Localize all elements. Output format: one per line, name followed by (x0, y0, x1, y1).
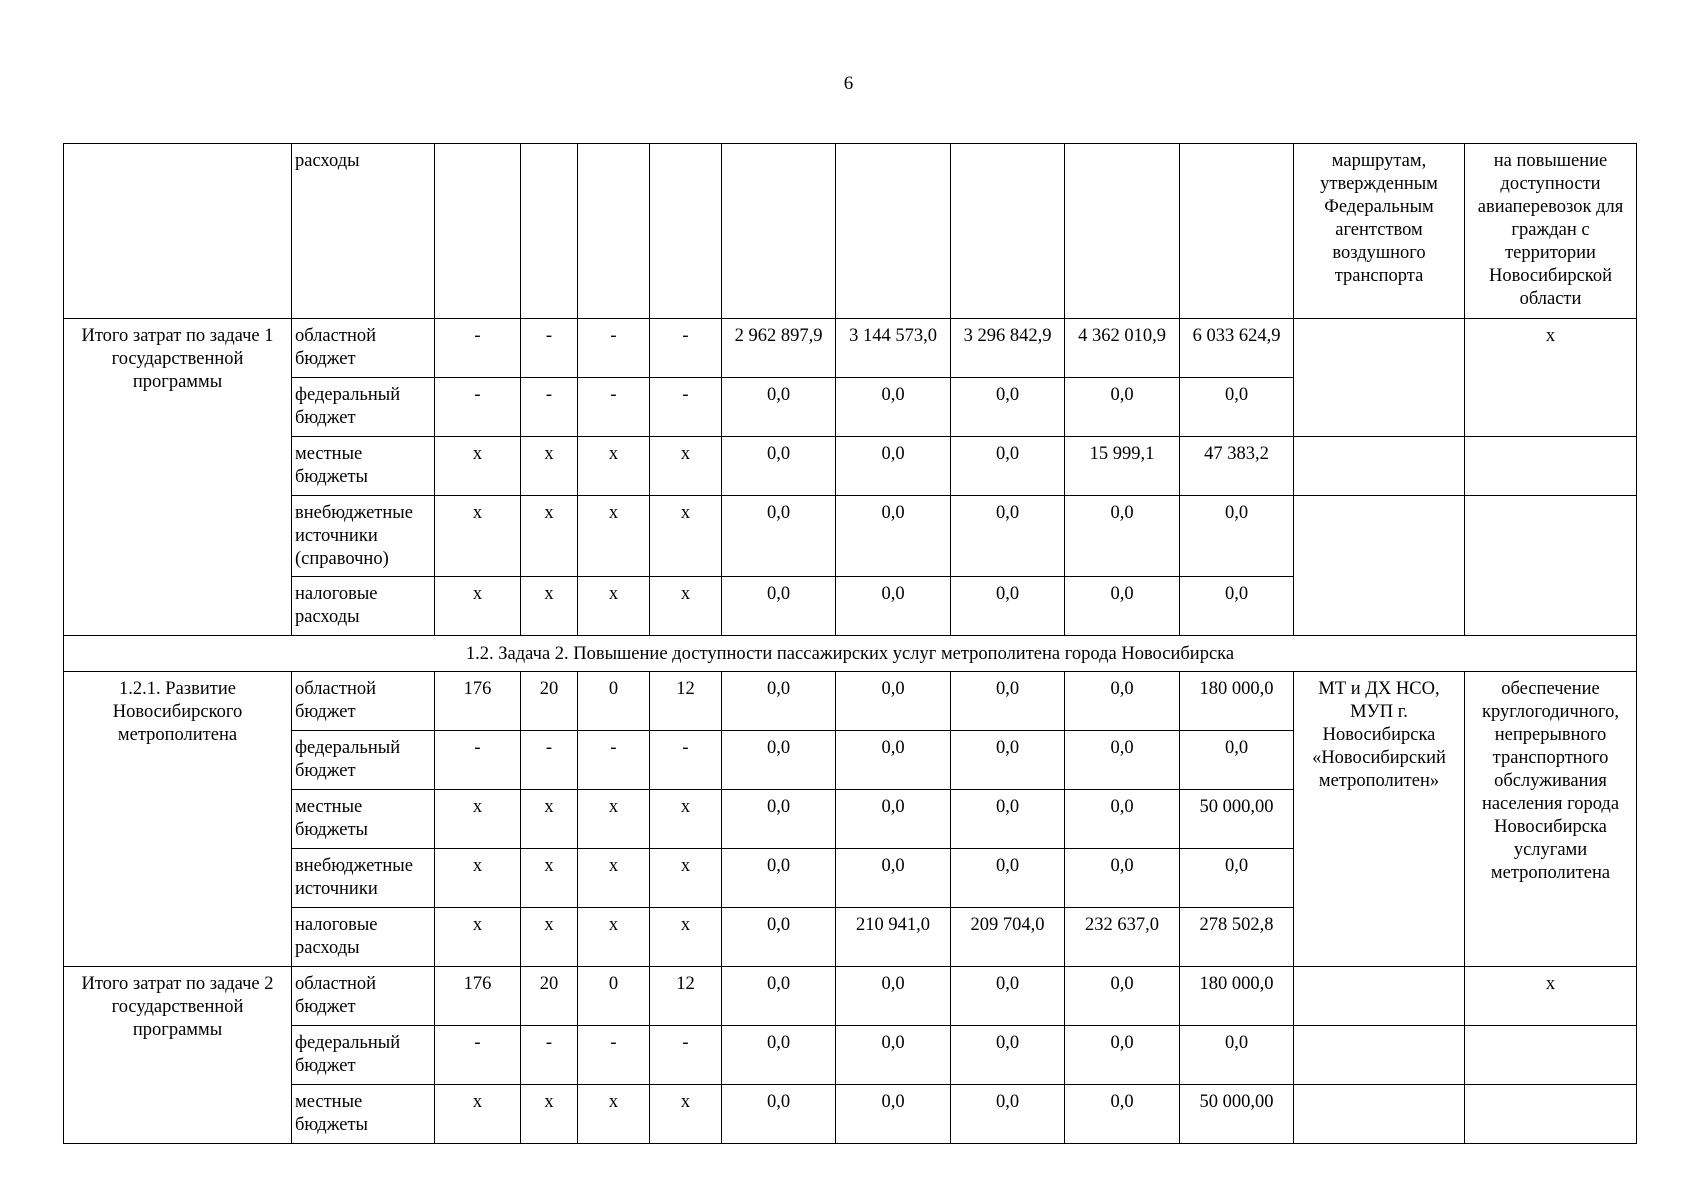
value-cell: 0,0 (722, 967, 836, 1026)
value-cell: - (578, 378, 650, 437)
value-cell: 232 637,0 (1065, 908, 1180, 967)
value-cell: х (435, 437, 521, 496)
value-cell: х (521, 496, 578, 577)
value-cell: х (650, 1085, 722, 1144)
result-cell (1465, 437, 1637, 496)
value-cell: х (521, 577, 578, 636)
value-cell: 12 (650, 967, 722, 1026)
value-cell: 0,0 (722, 437, 836, 496)
value-cell: 2 962 897,9 (722, 319, 836, 378)
value-cell: х (650, 496, 722, 577)
value-cell: - (578, 731, 650, 790)
executor-cell (1294, 1026, 1465, 1085)
value-cell: 0 (578, 672, 650, 731)
value-cell: 15 999,1 (1065, 437, 1180, 496)
result-cell: обеспечение круглогодичного, непрерывного транспортного обслуживания населения города Новосибирска услугами метрополитена (1465, 672, 1637, 967)
value-cell: 176 (435, 967, 521, 1026)
source-cell: областной бюджет (292, 672, 435, 731)
value-cell: х (650, 849, 722, 908)
value-cell: 0,0 (836, 496, 951, 577)
value-cell: 0,0 (722, 496, 836, 577)
executor-cell (1294, 496, 1465, 636)
value-cell: х (435, 908, 521, 967)
value-cell: 0,0 (836, 967, 951, 1026)
value-cell: 4 362 010,9 (1065, 319, 1180, 378)
value-cell: 0,0 (1065, 790, 1180, 849)
value-cell: х (578, 849, 650, 908)
value-cell: 0,0 (836, 1085, 951, 1144)
value-cell: 20 (521, 967, 578, 1026)
value-cell: 6 033 624,9 (1180, 319, 1294, 378)
value-cell: 0,0 (1180, 1026, 1294, 1085)
value-cell: - (435, 731, 521, 790)
value-cell: 0,0 (1065, 1085, 1180, 1144)
value-cell: х (578, 790, 650, 849)
value-cell: - (578, 1026, 650, 1085)
value-cell: 180 000,0 (1180, 672, 1294, 731)
value-cell: - (521, 319, 578, 378)
result-cell: х (1465, 319, 1637, 437)
value-cell: - (435, 1026, 521, 1085)
value-cell: - (650, 731, 722, 790)
value-cell: 0,0 (951, 1026, 1065, 1085)
value-cell: 50 000,00 (1180, 790, 1294, 849)
table-row-section (64, 636, 1637, 672)
value-cell: 0,0 (951, 790, 1065, 849)
value-cell: 0,0 (722, 1085, 836, 1144)
table-row-total2-federal (64, 1026, 1637, 1085)
source-cell: областной бюджет (292, 967, 435, 1026)
value-cell: х (435, 577, 521, 636)
result-cell (1465, 496, 1637, 636)
source-cell: федеральный бюджет (292, 378, 435, 437)
value-cell: 0,0 (722, 672, 836, 731)
value-cell: 0,0 (1180, 731, 1294, 790)
value-cell: х (435, 1085, 521, 1144)
budget-table (63, 143, 1637, 1144)
value-cell: 0,0 (1065, 378, 1180, 437)
value-cell: 0,0 (951, 1085, 1065, 1144)
value-cell: 0,0 (1065, 672, 1180, 731)
value-cell: 0,0 (836, 437, 951, 496)
value-cell: 0,0 (951, 496, 1065, 577)
value-cell: х (578, 577, 650, 636)
value-cell: 0,0 (1065, 496, 1180, 577)
result-cell (1465, 1085, 1637, 1144)
section-heading: 1.2. Задача 2. Повышение доступности пассажирских услуг метрополитена города Новосибирска (64, 636, 1637, 672)
value-cell: х (650, 577, 722, 636)
value-cell: - (521, 1026, 578, 1085)
source-cell: местные бюджеты (292, 790, 435, 849)
value-cell: х (521, 908, 578, 967)
value-cell: - (650, 1026, 722, 1085)
table-row-total2-regional (64, 967, 1637, 1026)
executor-cell: МТ и ДХ НСО, МУП г. Новосибирска «Новосибирский метрополитен» (1294, 672, 1465, 967)
table-row-total1-local (64, 437, 1637, 496)
result-cell (1465, 1026, 1637, 1085)
executor-cell (1294, 319, 1465, 437)
value-cell: 0,0 (722, 790, 836, 849)
source-cell: федеральный бюджет (292, 731, 435, 790)
page-number: 6 (843, 73, 854, 94)
value-cell: - (435, 378, 521, 437)
table-row-measure-regional (64, 672, 1637, 731)
source-cell: местные бюджеты (292, 1085, 435, 1144)
value-cell: - (521, 731, 578, 790)
result-cell: х (1465, 967, 1637, 1026)
value-cell: 3 296 842,9 (951, 319, 1065, 378)
value-cell: - (435, 319, 521, 378)
value-cell: х (435, 496, 521, 577)
value-cell: - (578, 319, 650, 378)
value-cell: 0,0 (1065, 731, 1180, 790)
value-cell: - (521, 378, 578, 437)
value-cell: х (521, 437, 578, 496)
value-cell: 0,0 (951, 577, 1065, 636)
value-cell: 0,0 (1065, 849, 1180, 908)
executor-cell (1294, 437, 1465, 496)
value-cell: 12 (650, 672, 722, 731)
name-cell (64, 144, 292, 319)
source-cell: местные бюджеты (292, 437, 435, 496)
value-cell: х (650, 790, 722, 849)
source-cell: областной бюджет (292, 319, 435, 378)
value-cell: 0,0 (836, 790, 951, 849)
value-cell: 0,0 (1065, 1026, 1180, 1085)
value-cell: х (578, 437, 650, 496)
source-cell: налоговые расходы (292, 577, 435, 636)
value-cell: х (435, 849, 521, 908)
value-cell: - (650, 319, 722, 378)
value-cell: 0,0 (836, 672, 951, 731)
value-cell: 0,0 (722, 731, 836, 790)
table-row-total1-regional (64, 319, 1637, 378)
result-cell: на повышение доступности авиаперевозок для граждан с территории Новосибирской области (1465, 144, 1637, 319)
value-cell: 0,0 (836, 577, 951, 636)
value-cell: 0,0 (722, 378, 836, 437)
value-cell: 0,0 (951, 967, 1065, 1026)
value-cell: 210 941,0 (836, 908, 951, 967)
source-cell: расходы (292, 144, 435, 319)
value-cell: 0,0 (1180, 496, 1294, 577)
table-row-continuation (64, 144, 1637, 319)
value-cell: х (435, 790, 521, 849)
value-cell: 20 (521, 672, 578, 731)
value-cell: х (578, 1085, 650, 1144)
value-cell: 0,0 (836, 1026, 951, 1085)
value-cell: 0,0 (1180, 577, 1294, 636)
source-cell: налоговые расходы (292, 908, 435, 967)
executor-cell: маршрутам, утвержденным Федеральным агентством воздушного транспорта (1294, 144, 1465, 319)
executor-cell (1294, 967, 1465, 1026)
value-cell: 0,0 (951, 437, 1065, 496)
table-body (64, 144, 1637, 1144)
value-cell: 0,0 (1065, 577, 1180, 636)
value-cell: х (521, 790, 578, 849)
value-cell: 47 383,2 (1180, 437, 1294, 496)
value-cell: х (521, 849, 578, 908)
total2-name-cell: Итого затрат по задаче 2 государственной программы (64, 967, 292, 1144)
value-cell: 0,0 (1180, 378, 1294, 437)
value-cell: - (650, 378, 722, 437)
value-cell: 0,0 (951, 849, 1065, 908)
source-cell: федеральный бюджет (292, 1026, 435, 1085)
value-cell: 3 144 573,0 (836, 319, 951, 378)
source-cell: внебюджетные источники (справочно) (292, 496, 435, 577)
source-cell: внебюджетные источники (292, 849, 435, 908)
value-cell: 209 704,0 (951, 908, 1065, 967)
value-cell: 0,0 (722, 908, 836, 967)
value-cell: 50 000,00 (1180, 1085, 1294, 1144)
value-cell: 0,0 (722, 577, 836, 636)
value-cell: 0,0 (836, 378, 951, 437)
value-cell: х (578, 496, 650, 577)
measure-name-cell: 1.2.1. Развитие Новосибирского метрополитена (64, 672, 292, 967)
executor-cell (1294, 1085, 1465, 1144)
value-cell: 0,0 (836, 731, 951, 790)
value-cell: х (521, 1085, 578, 1144)
value-cell: 176 (435, 672, 521, 731)
value-cell: 0 (578, 967, 650, 1026)
value-cell: х (578, 908, 650, 967)
table-row-total2-local (64, 1085, 1637, 1144)
value-cell: 180 000,0 (1180, 967, 1294, 1026)
value-cell: 0,0 (836, 849, 951, 908)
total1-name-cell: Итого затрат по задаче 1 государственной программы (64, 319, 292, 636)
value-cell: х (650, 437, 722, 496)
value-cell: 0,0 (1065, 967, 1180, 1026)
value-cell: 0,0 (722, 849, 836, 908)
value-cell: х (650, 908, 722, 967)
table-row-total1-offbudget (64, 496, 1637, 577)
value-cell: 0,0 (951, 672, 1065, 731)
value-cell: 0,0 (1180, 849, 1294, 908)
value-cell: 0,0 (951, 378, 1065, 437)
value-cell: 0,0 (722, 1026, 836, 1085)
value-cell: 0,0 (951, 731, 1065, 790)
value-cell: 278 502,8 (1180, 908, 1294, 967)
